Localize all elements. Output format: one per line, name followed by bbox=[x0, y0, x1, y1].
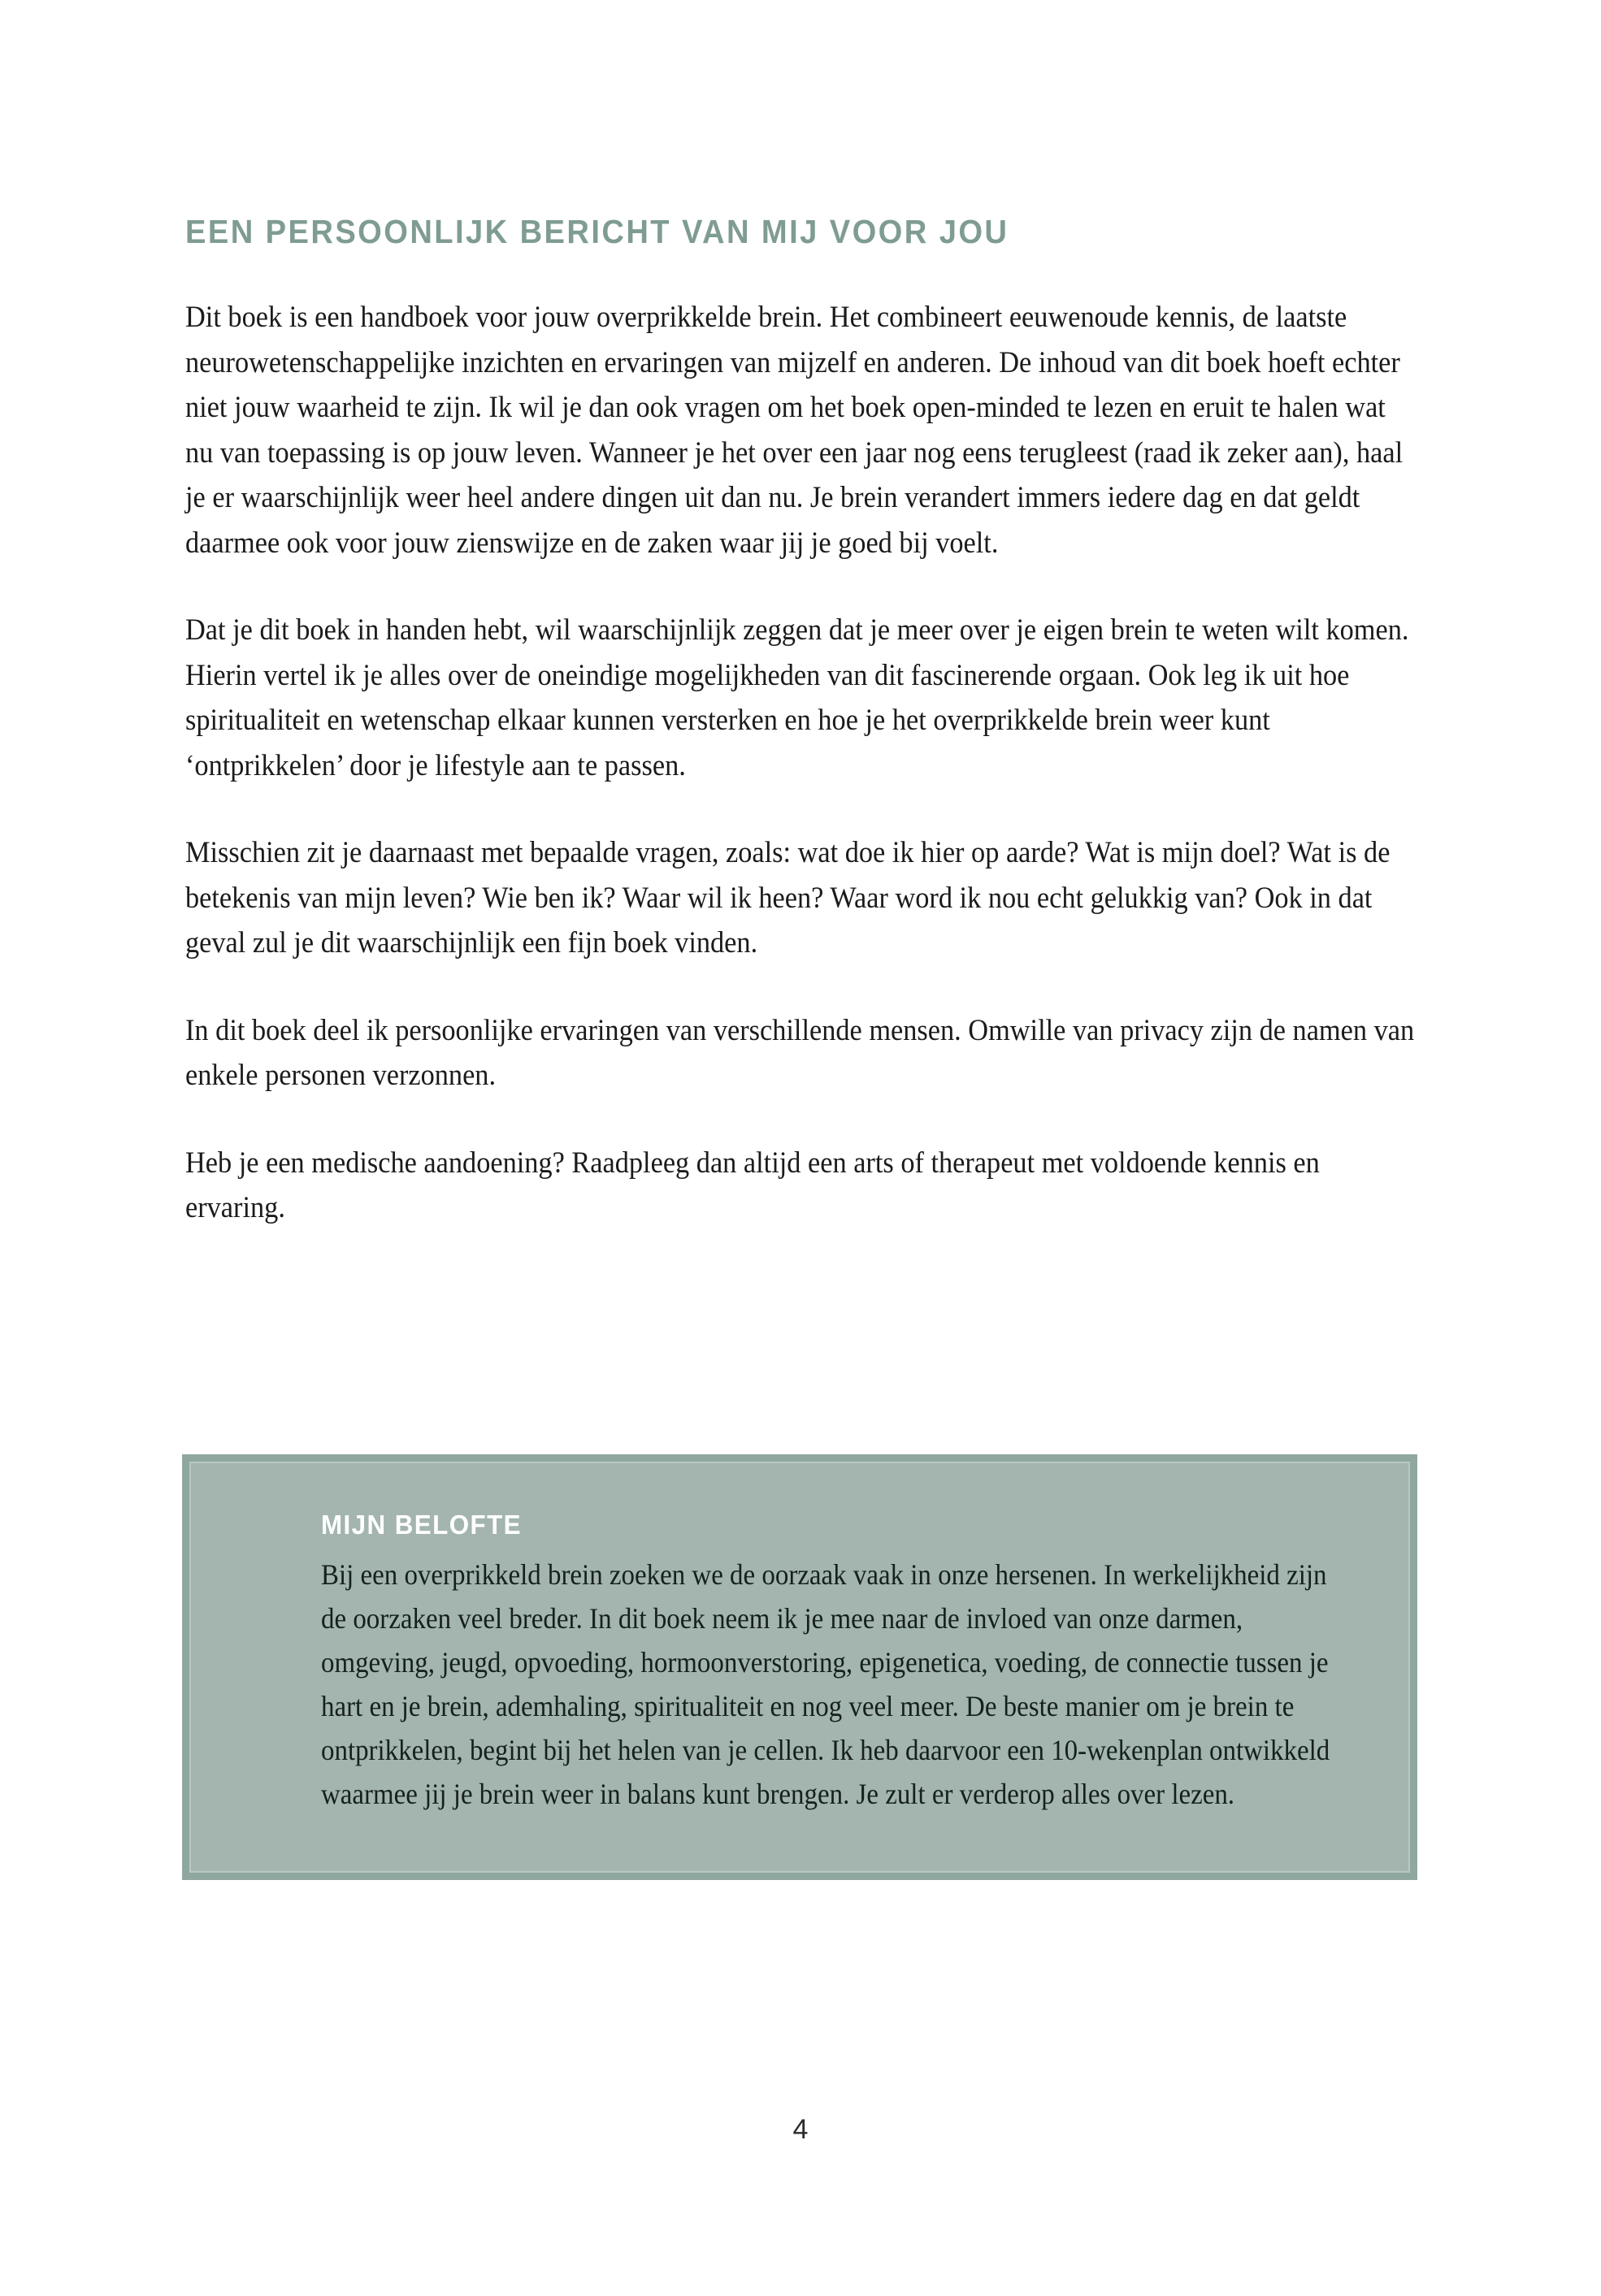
section-heading: EEN PERSOONLIJK BERICHT VAN MIJ VOOR JOU bbox=[185, 213, 1009, 250]
promise-callout-inner-border bbox=[189, 1462, 1410, 1873]
body-paragraph-1: Dit boek is een handboek voor jouw overprikkelde brein. Het combineert eeuwenoude kennis, de laatste neurowetenschappelijke inzichten en ervaringen van mijzelf en anderen. De inhoud van dit boek hoeft echter niet jouw waarheid te zijn. Ik wil je dan ook vragen om het boek open-minded te lezen en eruit te halen wat nu van toepassing is op jouw leven. Wanneer je het over een jaar nog eens terugleest (raad ik zeker aan), haal je er waarschijnlijk weer heel andere dingen uit dan nu. Je brein verandert immers iedere dag en dat geldt daarmee ook voor jouw zienswijze en de zaken waar jij je goed bij voelt. bbox=[185, 301, 1404, 560]
body-paragraph-2: Dat je dit boek in handen hebt, wil waarschijnlijk zeggen dat je meer over je eigen brein te weten wilt komen. Hierin vertel ik je alles over de oneindige mogelijkheden van dit fascinerende orgaan. Ook leg ik uit hoe spiritualiteit en wetenschap elkaar kunnen versterken en hoe je het overprikkelde brein weer kunt ‘ontprikkelen’ door je lifestyle aan te passen. bbox=[185, 613, 1409, 782]
promise-callout-text: Bij een overprikkeld brein zoeken we de oorzaak vaak in onze hersenen. In werkelijkheid zijn de oorzaken veel breder. In dit boek neem ik je mee naar de invloed van onze darmen, omgeving, jeugd, opvoeding, hormoonverstoring, epigenetica, voeding, de connectie tussen je hart en je brein, ademhaling, spiritualiteit en nog veel meer. De beste manier om je brein te ontprikkelen, begint bij het helen van je cellen. Ik heb daarvoor een 10-wekenplan ontwikkeld waarmee jij je brein weer in balans kunt brengen. Je zult er verderop alles over lezen. bbox=[321, 1557, 1330, 1810]
body-paragraph-3: Misschien zit je daarnaast met bepaalde vragen, zoals: wat doe ik hier op aarde? Wat is mijn doel? Wat is de betekenis van mijn leven? Wie ben ik? Waar wil ik heen? Waar word ik nou echt gelukkig van? Ook in dat geval zul je dit waarschijnlijk een fijn boek vinden. bbox=[185, 836, 1391, 960]
promise-callout-title: MIJN BELOFTE bbox=[321, 1510, 523, 1540]
body-paragraph-5: Heb je een medische aandoening? Raadpleeg dan altijd een arts of therapeut met voldoende kennis en ervaring. bbox=[185, 1146, 1320, 1225]
promise-callout-box bbox=[182, 1454, 1417, 1880]
page-number: 4 bbox=[792, 2114, 809, 2145]
body-paragraph-4: In dit boek deel ik persoonlijke ervaringen van verschillende mensen. Omwille van privacy zijn de namen van enkele personen verzonnen. bbox=[185, 1013, 1415, 1093]
text-column bbox=[185, 0, 1417, 1231]
